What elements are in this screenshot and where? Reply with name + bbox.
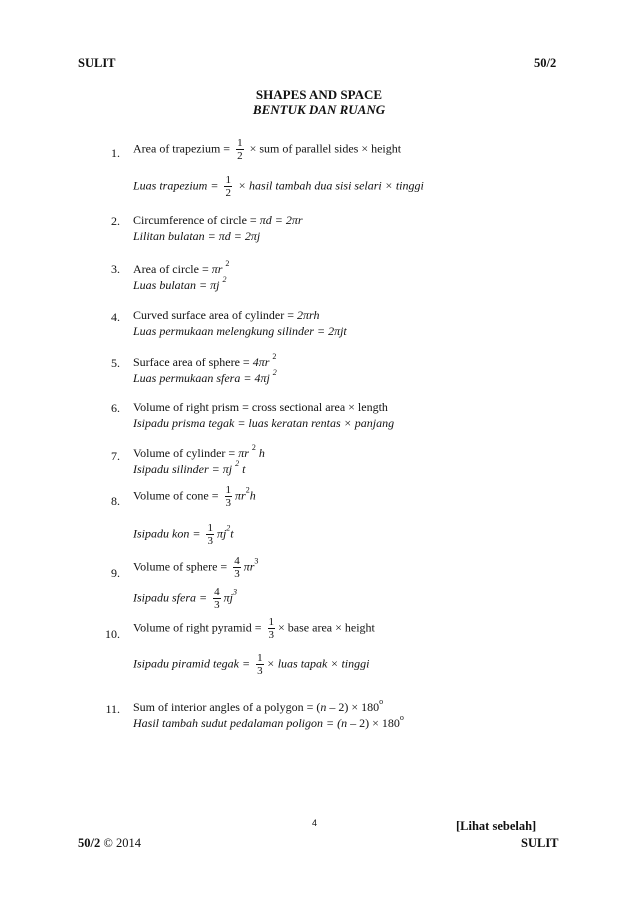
fraction xyxy=(236,137,244,162)
formula-expr: 4πr xyxy=(252,355,270,369)
formula-label: Lilitan bulatan = xyxy=(133,229,219,243)
item-number: 1. xyxy=(111,146,120,160)
formula-en xyxy=(133,213,303,227)
formula-label: Volume of cylinder = xyxy=(133,446,239,460)
formula-label: Isipadu silinder = xyxy=(133,462,223,476)
formula-en xyxy=(133,555,258,580)
formula-expr: πj xyxy=(223,590,233,605)
formula-ms xyxy=(133,713,404,730)
formula-en: Area of trapezium = $\frac{1}{2}$ × sum of parallel sides × height xyxy=(133,137,402,162)
formula-expr: πr xyxy=(243,559,255,574)
formula-tail: h xyxy=(249,488,256,503)
formula-expr: πr xyxy=(211,262,223,276)
numerator: 1 xyxy=(225,174,231,186)
formula-label: Volume of right pyramid = xyxy=(133,620,265,635)
formula-ms xyxy=(133,522,234,547)
numerator: 1 xyxy=(237,137,243,149)
formula-expr: πd = 2πr xyxy=(259,213,303,227)
fraction xyxy=(213,586,221,611)
formula-label: Luas permukaan sfera = xyxy=(133,371,255,385)
formula-label: Sum of interior angles of a polygon = ( xyxy=(133,700,321,714)
formula-label: Luas trapezium xyxy=(133,178,208,193)
item-number: 3. xyxy=(111,262,120,276)
exponent: 2 xyxy=(222,275,227,284)
page-title: SHAPES AND SPACE xyxy=(255,87,383,102)
formula-en xyxy=(133,697,384,714)
formula-label: Area of circle = xyxy=(133,262,212,276)
formula-en xyxy=(133,616,375,641)
formula-en xyxy=(133,308,320,322)
formula-ms xyxy=(133,652,369,677)
formula-label: Volume of sphere = xyxy=(133,559,231,574)
formula-label: Volume of cone = xyxy=(133,488,222,503)
page-subtitle: BENTUK DAN RUANG xyxy=(252,102,386,117)
exponent: 2 xyxy=(245,485,250,495)
fraction xyxy=(256,652,264,677)
header-right: 50/2 xyxy=(534,56,557,70)
exponent: 3 xyxy=(254,556,259,566)
formula-label: Isipadu piramid tegak = xyxy=(133,656,254,671)
formula-label: Circumference of circle = xyxy=(133,213,260,227)
exponent: 2 xyxy=(235,459,240,468)
exponent: 2 xyxy=(225,259,230,268)
exponent: 2 xyxy=(272,352,277,361)
fraction xyxy=(225,484,233,509)
formula-ms: Luas trapezium = $\frac{1}{2}$ × hasil tambah dua sisi selari × tinggi xyxy=(133,174,424,199)
formula-expr: πj xyxy=(216,526,227,541)
denominator: 2 xyxy=(237,150,243,162)
item-number: 9. xyxy=(111,566,120,580)
denominator: 3 xyxy=(207,535,213,547)
formula-rest: × base area × height xyxy=(278,620,375,635)
header-left: SULIT xyxy=(78,56,116,70)
item-number: 11. xyxy=(105,702,120,716)
denominator: 3 xyxy=(225,497,232,509)
formula-ms xyxy=(133,275,227,292)
formula-rest: × hasil tambah dua sisi selari × tinggi xyxy=(237,178,424,193)
formula-label: Luas bulatan = xyxy=(133,278,211,292)
item-number: 7. xyxy=(111,449,120,463)
denominator: 3 xyxy=(214,599,220,611)
formula-ms xyxy=(133,459,246,476)
formula-rest: × luas tapak × tinggi xyxy=(266,656,370,671)
formula-tail: t xyxy=(242,462,246,476)
formula-expr: πj xyxy=(222,462,233,476)
formula-ms xyxy=(133,324,347,338)
formula-label: Hasil tambah sudut pedalaman poligon = ( xyxy=(133,716,342,730)
fraction xyxy=(206,522,214,547)
formula-expr: πj xyxy=(210,278,220,292)
formula-en: Volume of right prism = cross sectional area × length xyxy=(133,400,388,414)
formula-label: Isipadu kon = xyxy=(133,526,204,541)
formula-ms: Isipadu prisma tegak = luas keratan rentas × panjang xyxy=(133,416,395,430)
formula-expr: πr xyxy=(235,488,246,503)
numerator: 1 xyxy=(257,652,263,664)
formula-en xyxy=(133,443,265,460)
formula-label: Surface area of sphere = xyxy=(133,355,253,369)
formula-rest: × sum of parallel sides × height xyxy=(249,141,402,156)
paper-code: 50/2 xyxy=(78,836,101,850)
numerator: 1 xyxy=(225,484,232,496)
formula-ms xyxy=(133,586,237,611)
degree-sign: o xyxy=(379,697,384,706)
formula-tail: h xyxy=(258,446,265,460)
degree-sign: o xyxy=(399,713,404,722)
formula-tail: t xyxy=(230,526,234,541)
exponent: 2 xyxy=(272,368,277,377)
formula-en xyxy=(133,259,230,276)
exponent: 2 xyxy=(226,523,231,533)
numerator: 1 xyxy=(268,616,275,628)
fraction xyxy=(233,555,241,580)
item-number: 5. xyxy=(111,356,120,370)
denominator: 2 xyxy=(225,187,231,199)
numerator: 1 xyxy=(207,522,213,534)
denominator: 3 xyxy=(234,568,240,580)
next-page-note: [Lihat sebelah] xyxy=(456,819,537,833)
formula-expr: 2πjt xyxy=(328,324,347,338)
exponent: 2 xyxy=(251,443,256,452)
numerator: 4 xyxy=(234,555,240,567)
footer-right: SULIT xyxy=(521,836,559,850)
numerator: 4 xyxy=(214,586,220,598)
formula-en xyxy=(133,352,277,369)
item-number: 10. xyxy=(105,627,120,641)
formula-rest: – 2) × 180 xyxy=(326,700,380,714)
page-number: 4 xyxy=(312,818,318,828)
denominator: 3 xyxy=(268,629,275,641)
formula-expr: πr xyxy=(238,446,249,460)
copyright: © 2014 xyxy=(103,836,141,850)
exponent: 3 xyxy=(232,587,237,597)
formula-label: Area of trapezium xyxy=(133,141,221,156)
formula-var: n xyxy=(320,700,327,714)
formula-rest: – 2) × 180 xyxy=(347,716,400,730)
fraction xyxy=(224,174,232,199)
denominator: 3 xyxy=(257,665,263,677)
formula-ms xyxy=(133,229,260,243)
formula-en xyxy=(133,484,256,509)
formula-label: Luas permukaan melengkung silinder = xyxy=(133,324,329,338)
formula-label: Curved surface area of cylinder = xyxy=(133,308,298,322)
formula-ms xyxy=(133,368,277,385)
item-number: 8. xyxy=(111,494,120,508)
fraction xyxy=(268,616,276,641)
formula-expr: 4πj xyxy=(254,371,270,385)
item-number: 4. xyxy=(111,310,120,324)
item-number: 2. xyxy=(111,214,120,228)
formula-expr: 2πrh xyxy=(297,308,320,322)
footer-code xyxy=(78,836,141,851)
formula-label: Isipadu sfera = xyxy=(133,590,211,605)
item-number: 6. xyxy=(111,401,120,415)
formula-var: n xyxy=(341,716,348,730)
formula-expr: πd = 2πj xyxy=(218,229,261,243)
